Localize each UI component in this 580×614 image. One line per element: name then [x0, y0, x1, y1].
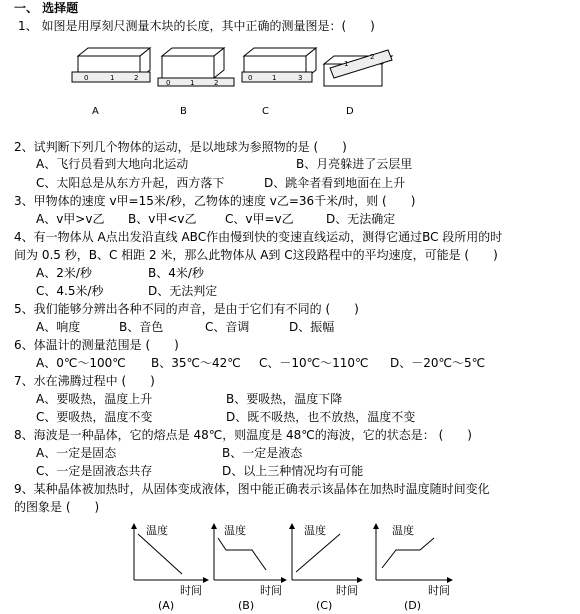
question-6-option-d: D、－20℃～5℃ [390, 356, 486, 370]
graph-c-label: (C) [316, 599, 333, 612]
svg-text:3: 3 [298, 74, 303, 82]
question-9-stem: 9、某种晶体被加热时，从固体变成液体，图中能正确表示该晶体在加热时温度随时间变化 [14, 482, 490, 496]
question-3-option-b: B、v甲<v乙 [128, 212, 197, 226]
question-8-stem: 8、海波是一种晶体，它的熔点是 48℃，则温度是 48℃的海波，它的状态是： ( ) [14, 428, 472, 442]
question-9-stem-cont: 的图象是 ( ) [14, 500, 100, 514]
question-1-stem: 1、 如图是用厚刻尺测量木块的长度，其中正确的测量图是：( ) [18, 19, 375, 33]
ruler-figure-d [324, 50, 392, 86]
question-4-option-b: B、4米/秒 [148, 266, 204, 280]
ruler-figure-c [242, 48, 316, 82]
svg-text:0: 0 [166, 79, 171, 87]
question-6-option-b: B、35℃～42℃ [151, 356, 241, 370]
question-4-option-a: A、2米/秒 [36, 266, 92, 280]
svg-text:0: 0 [248, 74, 253, 82]
question-5-stem: 5、我们能够分辨出各种不同的声音，是由于它们有不同的 ( ) [14, 302, 359, 316]
question-3-option-d: D、无法确定 [326, 212, 396, 226]
question-4-option-d: D、无法判定 [148, 284, 218, 298]
svg-text:2: 2 [214, 79, 219, 87]
question-4-stem-cont: 间为 0.5 秒，B、C 相距 2 米，那么此物体从 A到 C这段路程中的平均速度，可能是 ( ) [14, 248, 498, 262]
graph-c-curve [296, 534, 340, 572]
q1-ruler-figures [0, 38, 580, 118]
svg-text:2: 2 [370, 53, 375, 61]
graph-b-curve [218, 538, 266, 570]
question-8-option-d: D、以上三种情况均有可能 [222, 464, 364, 478]
graph-b-xlabel: 时间 [260, 584, 282, 597]
graph-c [292, 526, 360, 580]
graph-b-label: (B) [238, 599, 255, 612]
question-6-option-a: A、0℃～100℃ [36, 356, 126, 370]
question-5-option-c: C、音调 [205, 320, 250, 334]
graph-a-curve [138, 534, 182, 574]
graph-d-ylabel: 温度 [392, 524, 414, 537]
question-7-option-b: B、要吸热，温度下降 [226, 392, 343, 406]
question-7-option-d: D、既不吸热，也不放热，温度不变 [226, 410, 416, 424]
svg-text:2: 2 [134, 74, 139, 82]
svg-text:1: 1 [344, 60, 349, 68]
svg-text:0: 0 [84, 74, 89, 82]
svg-text:1: 1 [272, 74, 277, 82]
question-6-stem: 6、体温计的测量范围是 ( ) [14, 338, 179, 352]
question-8-option-c: C、一定是固液态共存 [36, 464, 153, 478]
graph-a-xlabel: 时间 [180, 584, 202, 597]
question-2-option-a: A、飞行员看到大地向北运动 [36, 157, 189, 171]
graph-a-ylabel: 温度 [146, 524, 168, 537]
question-3-option-c: C、v甲=v乙 [225, 212, 294, 226]
question-2-stem: 2、试判断下列几个物体的运动，是以地球为参照物的是 ( ) [14, 140, 347, 154]
graph-d-xlabel: 时间 [428, 584, 450, 597]
graph-c-xlabel: 时间 [336, 584, 358, 597]
graph-a [134, 526, 206, 580]
question-5-option-d: D、振幅 [289, 320, 335, 334]
question-2-option-c: C、太阳总是从东方升起，西方落下 [36, 176, 225, 190]
question-7-option-a: A、要吸热，温度上升 [36, 392, 153, 406]
question-4-option-c: C、4.5米/秒 [36, 284, 104, 298]
graph-a-label: (A) [158, 599, 175, 612]
question-7-stem: 7、水在沸腾过程中 ( ) [14, 374, 155, 388]
svg-text:1: 1 [110, 74, 115, 82]
graph-d-curve [382, 538, 434, 568]
question-7-option-c: C、要吸热，温度不变 [36, 410, 153, 424]
svg-text:C: C [262, 106, 269, 117]
graph-d-label: (D) [404, 599, 422, 612]
svg-text:1: 1 [190, 79, 195, 87]
figure-letter-labels [92, 106, 354, 117]
question-2-option-b: B、月亮躲进了云层里 [296, 157, 413, 171]
graph-c-ylabel: 温度 [304, 524, 326, 537]
graph-b-ylabel: 温度 [224, 524, 246, 537]
question-2-option-d: D、跳伞者看到地面在上升 [264, 176, 406, 190]
section-title: 一、 选择题 [14, 1, 79, 15]
svg-text:A: A [92, 106, 99, 117]
question-8-option-a: A、一定是固态 [36, 446, 117, 460]
question-4-stem: 4、有一物体从 A点出发沿直线 ABC作由慢到快的变速直线运动，测得它通过BC 段所用的时 [14, 230, 503, 244]
question-6-option-c: C、－10℃～110℃ [259, 356, 369, 370]
question-5-option-a: A、响度 [36, 320, 81, 334]
q9-graphs [0, 518, 580, 614]
svg-text:D: D [346, 106, 354, 117]
question-5-option-b: B、音色 [119, 320, 164, 334]
question-8-option-b: B、一定是液态 [222, 446, 303, 460]
question-3-option-a: A、v甲>v乙 [36, 212, 105, 226]
question-3-stem: 3、甲物体的速度 v甲=15米/秒，乙物体的速度 v乙=36千米/时，则 ( ) [14, 194, 416, 208]
svg-text:B: B [180, 106, 187, 117]
